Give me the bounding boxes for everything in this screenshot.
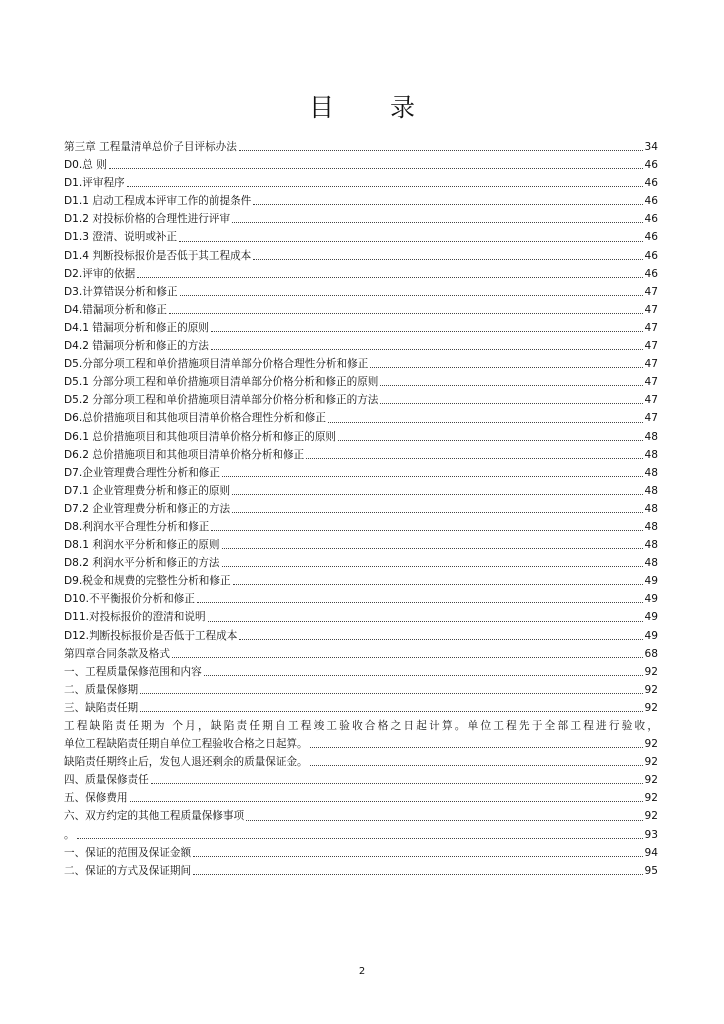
toc-entry[interactable] [64,138,658,156]
toc-entry[interactable] [64,355,658,373]
toc-entry[interactable] [64,572,658,590]
toc-entry-page: 47 [644,412,658,425]
dot-leader [306,458,642,459]
dot-leader [232,494,642,495]
toc-entry-title: D7.2 企业管理费分析和修正的方法 [64,502,231,515]
toc-entry-page: 46 [644,267,658,280]
toc-entry[interactable] [64,192,658,210]
toc-entry-page: 48 [644,502,658,515]
toc-entry-page: 49 [644,611,658,624]
dot-leader [151,783,643,784]
toc-entry-title: D2.评审的依据 [64,267,136,280]
toc-entry[interactable] [64,446,658,464]
toc-entry[interactable] [64,428,658,446]
toc-entry-title: D7.1 企业管理费分析和修正的原则 [64,484,231,497]
toc-entry-title: D1.3 澄清、说明或补正 [64,231,178,244]
toc-entry-title: D8.2 利润水平分析和修正的方法 [64,557,220,570]
toc-entry[interactable] [64,518,658,536]
dot-leader [239,639,642,640]
dot-leader [208,621,643,622]
toc-entry-page: 68 [644,647,658,660]
toc-entry[interactable] [64,265,658,283]
dot-leader [222,566,643,567]
dot-leader [197,602,643,603]
toc-entry-title: 第四章合同条款及格式 [64,647,170,660]
toc-entry-page: 92 [644,683,658,696]
toc-entry-title: 一、工程质量保修范围和内容 [64,665,202,678]
toc-entry-page: 92 [644,738,658,751]
dot-leader [253,259,642,260]
toc-entry-title: D6.2 总价措施项目和其他项目清单价格分析和修正 [64,448,305,461]
toc-entry[interactable] [64,247,658,265]
toc-entry[interactable] [64,319,658,337]
dot-leader [310,747,643,748]
dot-leader [239,150,643,151]
toc-entry[interactable] [64,409,658,427]
toc-entry-page: 92 [644,665,658,678]
dot-leader [193,874,642,875]
toc-entry[interactable] [64,645,658,663]
toc-entry-page: 34 [644,141,658,153]
toc-entry[interactable] [64,663,658,681]
toc-entry[interactable] [64,627,658,645]
toc-entry[interactable] [64,753,658,771]
dot-leader [193,856,642,857]
toc-entry-page: 48 [644,430,658,443]
dot-leader [338,440,642,441]
dot-leader [380,403,642,404]
toc-entry[interactable] [64,789,658,807]
toc-entry[interactable] [64,608,658,626]
toc-entry-page: 48 [644,484,658,497]
toc-entry-page: 92 [644,774,658,787]
dot-leader [180,295,643,296]
toc-entry-page: 47 [644,340,658,353]
toc-entry-title: 二、保证的方式及保证期间 [64,864,192,877]
dot-leader [380,385,642,386]
dot-leader [204,675,643,676]
toc-entry-page: 47 [644,394,658,407]
toc-entry-page: 92 [644,701,658,714]
toc-entry-page: 46 [644,231,658,244]
toc-entry-page: 46 [644,177,658,190]
toc-entry-page: 47 [644,285,658,298]
toc-entry-page: 47 [644,376,658,389]
dot-leader [211,349,643,350]
dot-leader [109,168,643,169]
toc-entry-title: D8.1 利润水平分析和修正的原则 [64,539,220,552]
toc-entry-title: 缺陷责任期终止后，发包人退还剩余的质量保证金。 [64,756,308,769]
toc-entry-page: 47 [644,321,658,334]
toc-entry-page: 46 [644,195,658,208]
toc-entry[interactable] [64,337,658,355]
page-number: 2 [358,966,366,977]
toc-entry-title: D3.计算错误分析和修正 [64,285,178,298]
toc-entry-title: D1.4 判断投标报价是否低于其工程成本 [64,249,252,262]
toc-entry[interactable] [64,174,658,192]
toc-entry-title: D5.1 分部分项工程和单价措施项目清单部分价格分析和修正的原则 [64,376,379,389]
dot-leader [137,277,642,278]
toc-entry[interactable] [64,500,658,518]
dot-leader [370,367,642,368]
toc-entry-title: 一、保证的范围及保证金额 [64,846,192,859]
toc-entry-title: D6.总价措施项目和其他项目清单价格合理性分析和修正 [64,412,326,425]
toc-entry-title: D4.2 错漏项分析和修正的方法 [64,340,209,353]
toc-entry-title: D8.利润水平合理性分析和修正 [64,520,210,533]
dot-leader [140,693,642,694]
dot-leader [140,711,642,712]
toc-entry-page: 48 [644,557,658,570]
toc-entry-page: 46 [644,213,658,226]
dot-leader [233,584,643,585]
toc-entry-title: 六、双方约定的其他工程质量保修事项 [64,810,245,823]
toc-entry-title: 二、质量保修期 [64,683,139,696]
toc-entry-title: D11.对投标报价的澄清和说明 [64,611,206,624]
toc-entry-page: 93 [644,828,658,841]
toc-entry-page: 49 [644,593,658,606]
toc-entry-title: D9.税金和规费的完整性分析和修正 [64,575,231,588]
toc-entry-page: 92 [644,792,658,805]
toc-entry-title: 。 [64,828,75,841]
dot-leader [232,222,642,223]
toc-entry-title: 四、质量保修责任 [64,774,149,787]
toc-entry-title: D5.分部分项工程和单价措施项目清单部分价格合理性分析和修正 [64,358,369,371]
toc-entry-page: 92 [644,756,658,769]
toc-entry-title: 单位工程缺陷责任期自单位工程验收合格之日起算。 [64,738,308,751]
dot-leader [211,331,643,332]
page-title: 目 录 [309,93,439,122]
toc-entry[interactable] [64,482,658,500]
toc-entry-page: 48 [644,539,658,552]
toc-entry-page: 46 [644,159,658,172]
toc-entry-title: D7.企业管理费合理性分析和修正 [64,466,220,479]
toc-entry-page: 49 [644,575,658,588]
toc-entry-title: D5.2 分部分项工程和单价措施项目清单部分价格分析和修正的方法 [64,394,379,407]
dot-leader [222,476,643,477]
toc-entry-title: D4.1 错漏项分析和修正的原则 [64,321,209,334]
toc-entry-title: 三、缺陷责任期 [64,701,139,714]
toc-entry[interactable] [64,771,658,789]
toc-entry-title: D10.不平衡报价分析和修正 [64,593,195,606]
toc-entry[interactable] [64,283,658,301]
toc-entry-page: 47 [644,358,658,371]
toc-entry[interactable] [64,590,658,608]
toc-entry-page: 48 [644,466,658,479]
toc-entry[interactable] [64,826,658,844]
toc-entry-page: 95 [644,864,658,877]
toc-entry[interactable] [64,862,658,880]
toc-entry-text-line: 工程缺陷责任期为 个月，缺陷责任期自工程竣工验收合格之日起计算。单位工程先于全部工程进行验收， [64,720,658,732]
toc-entry-title: D0.总 则 [64,159,107,172]
toc-entry[interactable] [64,228,658,246]
toc-entry-page: 92 [644,810,658,823]
toc-entry-title: 五、保修费用 [64,792,128,805]
table-of-contents [64,138,658,880]
dot-leader [77,838,643,839]
toc-entry-title: D1.2 对投标价格的合理性进行评审 [64,213,231,226]
toc-entry-title: D4.错漏项分析和修正 [64,303,168,316]
dot-leader [222,548,643,549]
toc-entry-page: 94 [644,846,658,859]
toc-entry-title: D12.判断投标报价是否低于工程成本 [64,629,238,642]
toc-entry-title: D6.1 总价措施项目和其他项目清单价格分析和修正的原则 [64,430,337,443]
toc-entry-page: 46 [644,249,658,262]
dot-leader [211,530,642,531]
toc-entry[interactable] [64,210,658,228]
toc-entry-page: 49 [644,629,658,642]
dot-leader [232,512,642,513]
toc-entry[interactable] [64,735,658,753]
dot-leader [328,422,643,423]
toc-entry[interactable] [64,301,658,319]
dot-leader [169,313,643,314]
dot-leader [310,765,643,766]
toc-entry-page: 47 [644,303,658,316]
toc-entry-title: D1.评审程序 [64,177,125,190]
toc-entry[interactable] [64,844,658,862]
dot-leader [127,186,643,187]
dot-leader [179,241,642,242]
toc-entry-title: 第三章 工程量清单总价子目评标办法 [64,141,237,153]
toc-entry-page: 48 [644,448,658,461]
toc-entry[interactable] [64,554,658,572]
toc-entry[interactable] [64,681,658,699]
dot-leader [172,657,643,658]
toc-entry-page: 48 [644,520,658,533]
dot-leader [253,204,642,205]
toc-entry[interactable] [64,464,658,482]
toc-entry[interactable] [64,699,658,717]
toc-entry[interactable] [64,373,658,391]
toc-entry-title: D1.1 启动工程成本评审工作的前提条件 [64,195,252,208]
toc-entry[interactable] [64,536,658,554]
toc-entry[interactable] [64,156,658,174]
dot-leader [246,820,642,821]
dot-leader [130,801,643,802]
toc-entry[interactable] [64,807,658,825]
toc-entry[interactable] [64,391,658,409]
